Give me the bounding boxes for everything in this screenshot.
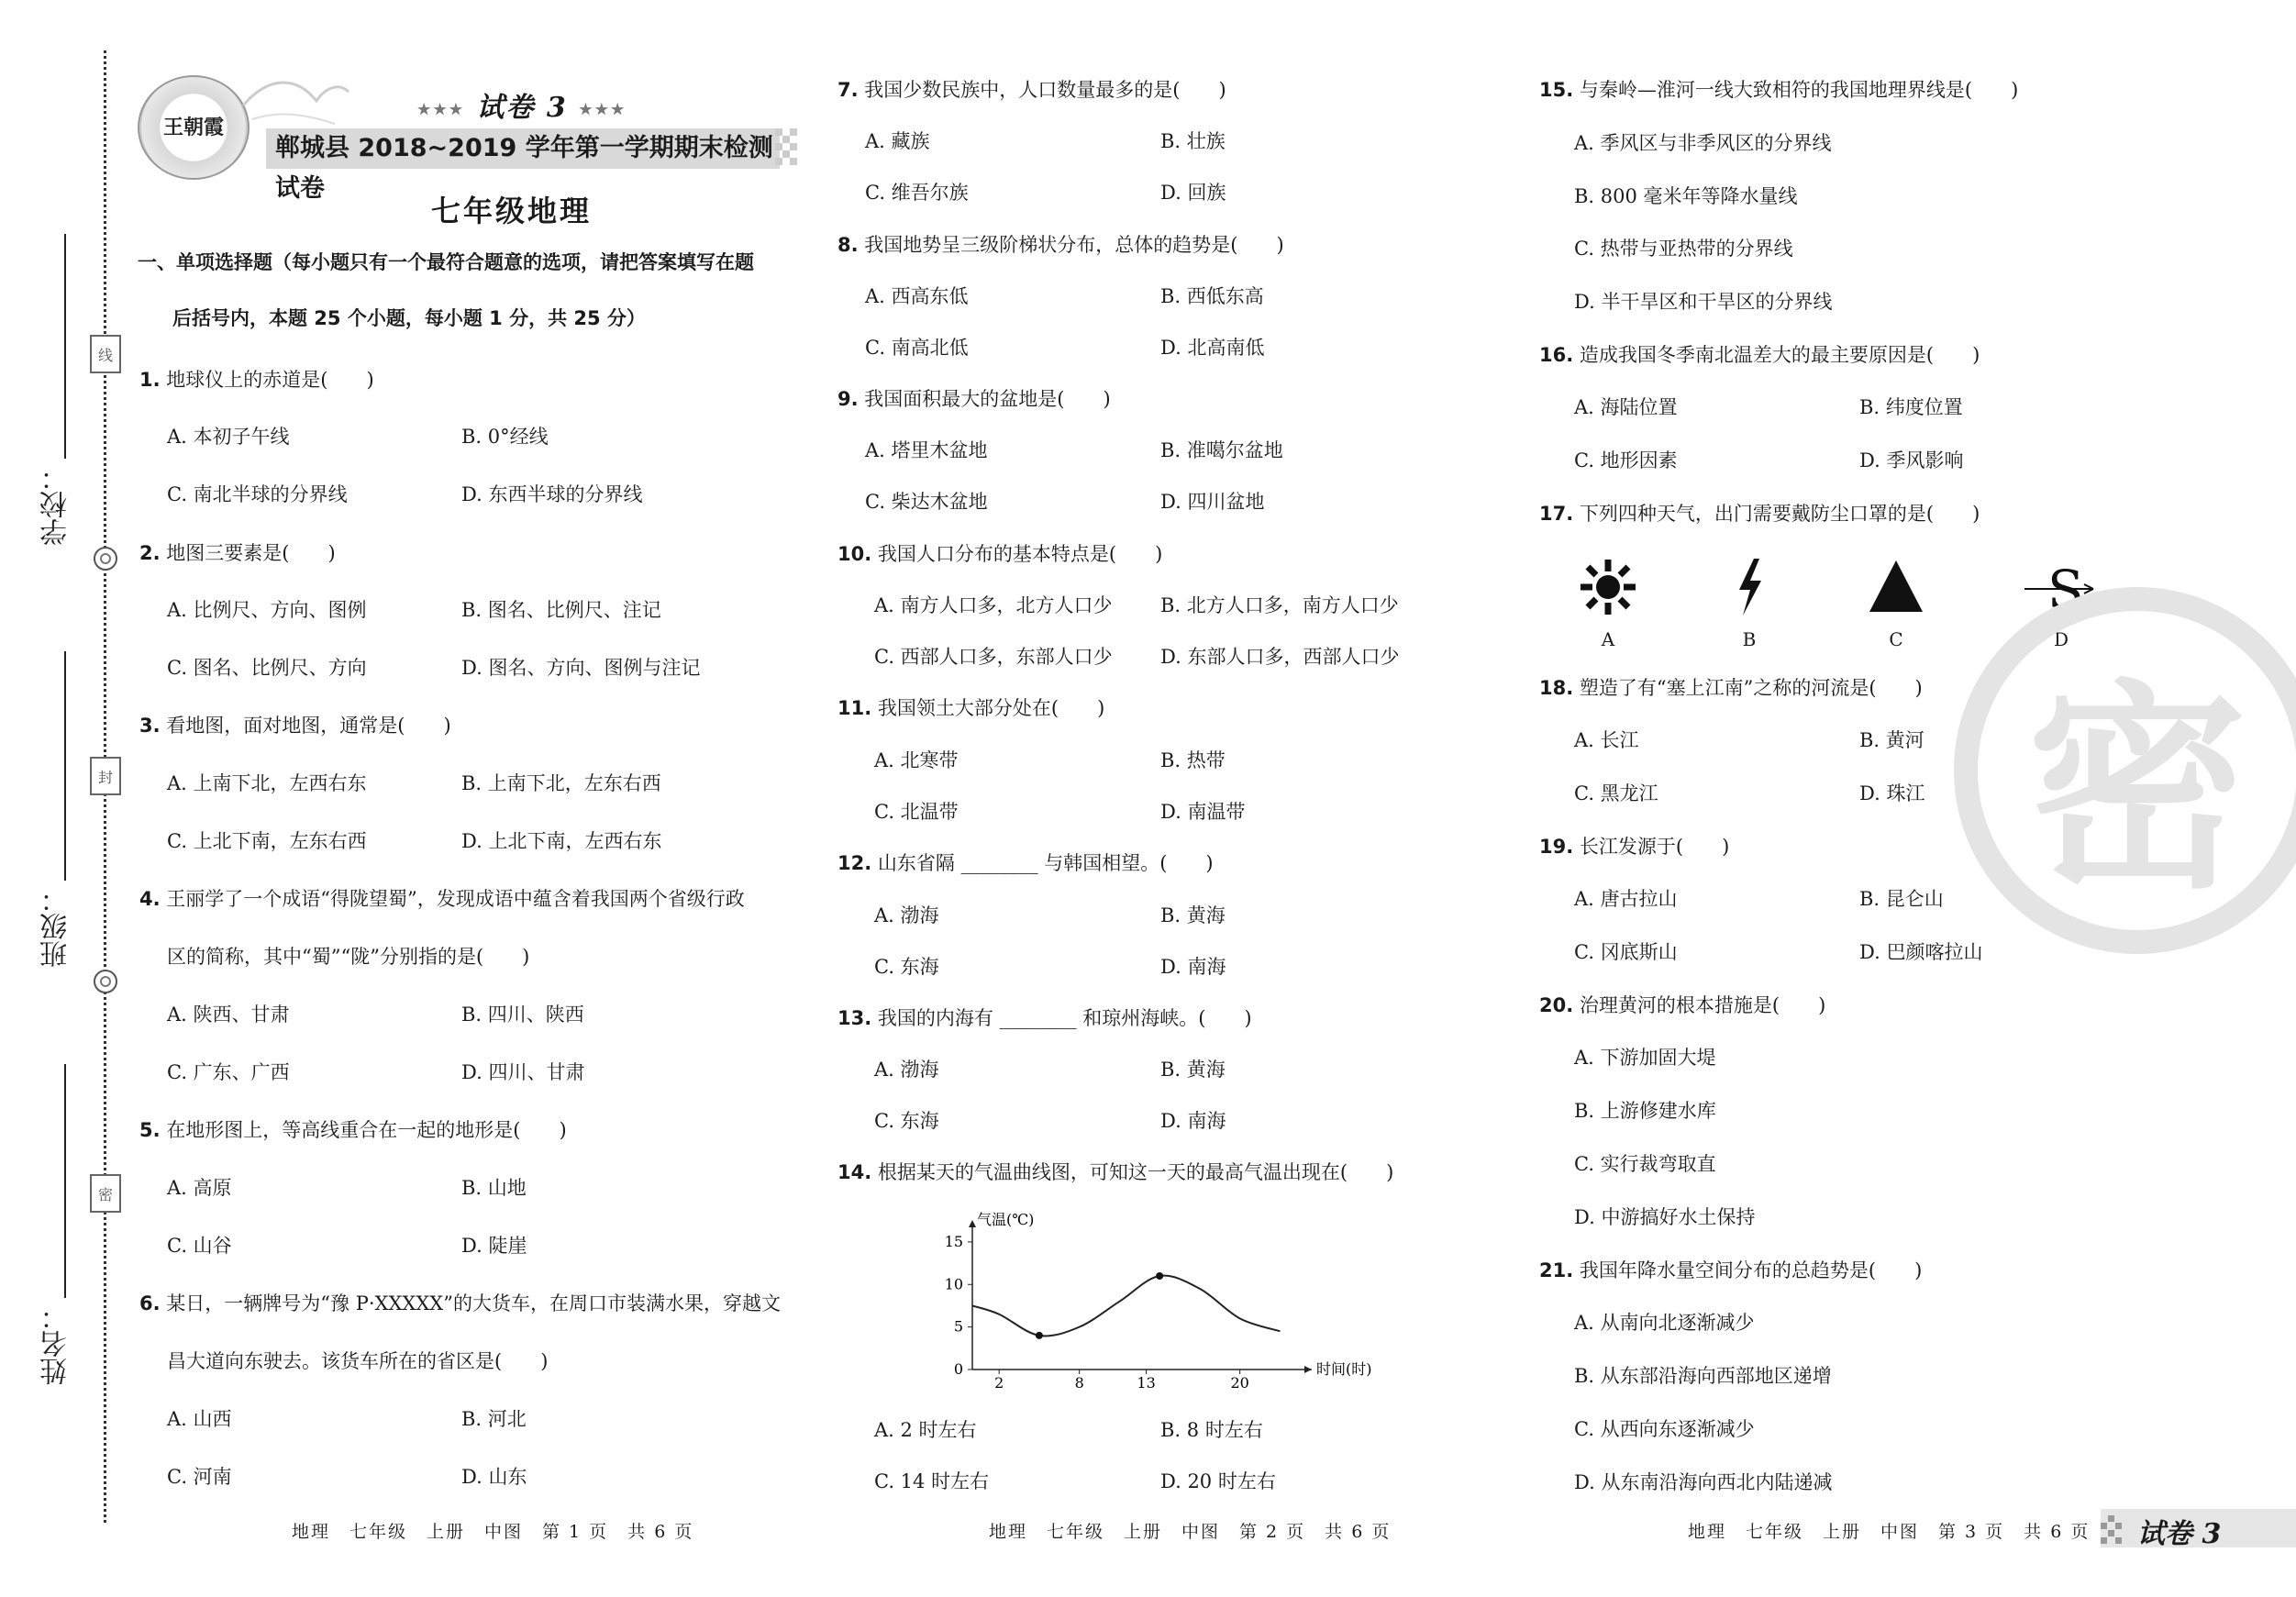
- question-10: [837, 541, 1162, 567]
- temperature-curve: [972, 1276, 1280, 1336]
- option-a[interactable]: A. 渤海: [874, 904, 939, 926]
- question-2: [139, 540, 336, 566]
- question-number: 9.: [837, 388, 859, 410]
- question-number: 5.: [139, 1119, 161, 1141]
- option-b[interactable]: B. 8 时左右: [1160, 1419, 1263, 1441]
- question-8: [837, 232, 1284, 258]
- option-c[interactable]: C. 西部人口多，东部人口少: [874, 646, 1113, 668]
- option-b[interactable]: B. 黄海: [1160, 904, 1226, 926]
- question-text: 我国少数民族中，人口数量最多的是( ): [864, 79, 1226, 101]
- option-d[interactable]: D. 回族: [1160, 182, 1226, 204]
- option-c[interactable]: C. 黑龙江: [1574, 782, 1658, 804]
- question-3: [139, 713, 451, 738]
- question-14: [837, 1159, 1393, 1185]
- paper-tag-text: 试卷 3: [476, 92, 568, 124]
- stars-decoration-icon: ★★★: [579, 100, 627, 118]
- option-b[interactable]: B. 西低东高: [1160, 285, 1264, 307]
- page-footer-3: 地理 七年级 上册 中图 第 3 页 共 6 页: [1688, 1522, 2091, 1542]
- data-point: [1156, 1272, 1163, 1280]
- option-b[interactable]: B. 壮族: [1160, 130, 1226, 152]
- option-d[interactable]: D. 四川盆地: [1160, 491, 1265, 513]
- question-text: 我国人口分布的基本特点是( ): [877, 543, 1163, 565]
- name-label: 姓名：: [40, 1303, 72, 1385]
- school-label: 学校：: [40, 463, 72, 546]
- y-axis-arrow: [969, 1220, 976, 1227]
- option-d[interactable]: D. 巴颜喀拉山: [1859, 941, 1983, 963]
- question-number: 11.: [837, 697, 872, 719]
- option-a[interactable]: A. 长江: [1574, 729, 1639, 751]
- question-text: 下列四种天气，出门需要戴防尘口罩的是( ): [1579, 503, 1980, 525]
- question-number: 15.: [1539, 79, 1574, 101]
- option-c[interactable]: C. 冈底斯山: [1574, 941, 1678, 963]
- knot-icon: [94, 970, 117, 993]
- weather-option-a[interactable]: [1567, 555, 1649, 650]
- option-d[interactable]: D. 陡崖: [461, 1235, 527, 1257]
- stars-decoration-icon: ★★★: [417, 100, 466, 118]
- option-a[interactable]: A. 比例尺、方向、图例: [167, 599, 367, 621]
- option-a[interactable]: A. 藏族: [865, 130, 930, 152]
- question-text: 山东省隔 ________ 与韩国相望。( ): [877, 852, 1214, 874]
- option-d[interactable]: D. 珠江: [1859, 782, 1925, 804]
- x-tick-label: 13: [1137, 1374, 1156, 1392]
- question-number: 7.: [837, 79, 859, 101]
- question-6-line2: 昌大道向东驶去。该货车所在的省区是( ): [167, 1350, 549, 1372]
- logo-text: 王朝霞: [162, 116, 224, 139]
- x-tick-label: 20: [1230, 1374, 1249, 1392]
- question-20: [1539, 993, 1825, 1018]
- option-c[interactable]: C. 东海: [874, 956, 939, 978]
- option-b[interactable]: B. 热带: [1160, 749, 1226, 771]
- question-text: 造成我国冬季南北温差大的最主要原因是( ): [1579, 344, 1980, 366]
- option-d[interactable]: D. 东西半球的分界线: [461, 483, 643, 505]
- weather-label: D: [2053, 628, 2069, 650]
- paper-tag-bottom: 试卷 3: [2137, 1518, 2222, 1550]
- question-text: 长江发源于( ): [1579, 836, 1730, 858]
- question-18: [1539, 675, 1923, 701]
- option-b[interactable]: B. 北方人口多，南方人口少: [1160, 594, 1399, 616]
- question-19: [1539, 834, 1729, 859]
- option-d[interactable]: D. 20 时左右: [1160, 1470, 1276, 1492]
- chart-ticks: [945, 1233, 1249, 1392]
- option-b[interactable]: B. 800 毫米年等降水量线: [1574, 185, 1798, 207]
- question-9: [837, 386, 1111, 412]
- option-d[interactable]: D. 北高南低: [1160, 337, 1265, 359]
- question-number: 8.: [837, 234, 859, 256]
- data-point: [1036, 1332, 1043, 1339]
- option-a[interactable]: A. 下游加固大堤: [1574, 1047, 1716, 1069]
- option-b[interactable]: B. 上游修建水库: [1574, 1100, 1716, 1122]
- question-number: 20.: [1539, 994, 1574, 1016]
- option-b[interactable]: B. 山地: [461, 1177, 527, 1199]
- option-a[interactable]: A. 陕西、甘肃: [167, 1004, 290, 1026]
- option-d[interactable]: D. 南海: [1160, 956, 1226, 978]
- checker-decoration-icon: [2101, 1515, 2130, 1545]
- option-b[interactable]: B. 河北: [461, 1408, 527, 1430]
- option-a[interactable]: A. 山西: [167, 1408, 232, 1430]
- question-number: 1.: [139, 369, 161, 391]
- question-text: 看地图，面对地图，通常是( ): [166, 715, 451, 737]
- class-blank-line: [64, 651, 66, 881]
- y-axis-label: 气温(℃): [977, 1211, 1035, 1228]
- question-number: 18.: [1539, 677, 1574, 699]
- question-text: 治理黄河的根本措施是( ): [1579, 994, 1826, 1016]
- seal-char-seal: 封: [90, 757, 121, 795]
- question-text: 我国的内海有 ________ 和琼州海峡。( ): [877, 1007, 1252, 1029]
- question-text: 某日，一辆牌号为“豫 P·XXXXX”的大货车，在周口市装满水果，穿越文: [166, 1292, 781, 1314]
- question-5: [139, 1117, 567, 1143]
- option-c[interactable]: C. 从西向东逐渐减少: [1574, 1418, 1755, 1440]
- option-d[interactable]: D. 季风影响: [1859, 449, 1964, 471]
- option-c[interactable]: C. 地形因素: [1574, 449, 1678, 471]
- question-7: [837, 77, 1226, 103]
- question-21: [1539, 1258, 1922, 1283]
- question-13: [837, 1005, 1252, 1031]
- weather-label: B: [1742, 628, 1757, 650]
- paper-tag: [417, 84, 627, 125]
- question-number: 3.: [139, 715, 161, 737]
- option-b[interactable]: B. 黄河: [1859, 729, 1924, 751]
- subject-title: 七年级地理: [431, 194, 593, 228]
- question-text: 王丽学了一个成语“得陇望蜀”，发现成语中蕴含着我国两个省级行政: [166, 888, 745, 910]
- question-text: 我国年降水量空间分布的总趋势是( ): [1579, 1259, 1923, 1281]
- question-number: 21.: [1539, 1259, 1574, 1281]
- question-number: 17.: [1539, 503, 1574, 525]
- question-text: 我国面积最大的盆地是( ): [864, 388, 1111, 410]
- option-c[interactable]: C. 东海: [874, 1110, 939, 1132]
- y-tick-label: 10: [945, 1275, 963, 1293]
- ribbon-decoration-icon: [234, 69, 353, 133]
- option-c[interactable]: C. 南高北低: [865, 337, 969, 359]
- option-a[interactable]: A. 南方人口多，北方人口少: [874, 594, 1113, 616]
- school-blank-line: [64, 234, 66, 459]
- option-b[interactable]: B. 昆仑山: [1859, 888, 1944, 910]
- option-c[interactable]: C. 维吾尔族: [865, 182, 969, 204]
- option-c[interactable]: C. 北温带: [874, 801, 959, 823]
- name-blank-line: [64, 1064, 66, 1298]
- question-number: 10.: [837, 543, 872, 565]
- option-c[interactable]: C. 柴达木盆地: [865, 491, 988, 513]
- section-title-line2: 后括号内，本题 25 个小题，每小题 1 分，共 25 分）: [172, 307, 646, 329]
- option-c[interactable]: C. 热带与亚热带的分界线: [1574, 238, 1793, 260]
- question-16: [1539, 342, 1980, 368]
- option-a[interactable]: A. 海陆位置: [1574, 396, 1678, 418]
- option-a[interactable]: A. 唐古拉山: [1574, 888, 1678, 910]
- question-text: 与秦岭—淮河一线大致相符的我国地理界线是( ): [1579, 79, 2019, 101]
- question-text: 根据某天的气温曲线图，可知这一天的最高气温出现在( ): [877, 1161, 1394, 1183]
- question-text: 地球仪上的赤道是( ): [166, 369, 374, 391]
- section-title-line1: 一、单项选择题（每小题只有一个最符合题意的选项，请把答案填写在题: [138, 251, 754, 273]
- question-number: 16.: [1539, 344, 1574, 366]
- option-b[interactable]: B. 从东部沿海向西部地区递增: [1574, 1365, 1832, 1387]
- option-c[interactable]: C. 南北半球的分界线: [167, 483, 348, 505]
- y-tick-label: 0: [953, 1360, 963, 1378]
- question-number: 19.: [1539, 836, 1574, 858]
- option-d[interactable]: D. 半干旱区和干旱区的分界线: [1574, 291, 1833, 313]
- option-c[interactable]: C. 上北下南，左东右西: [167, 830, 367, 852]
- option-d[interactable]: D. 上北下南，左西右东: [461, 830, 662, 852]
- knot-icon: [94, 547, 117, 571]
- option-c[interactable]: C. 广东、广西: [167, 1061, 290, 1083]
- option-c[interactable]: C. 山谷: [167, 1235, 232, 1257]
- seal-char-secret: 密: [90, 1174, 121, 1213]
- option-c[interactable]: C. 实行裁弯取直: [1574, 1153, 1716, 1175]
- question-number: 13.: [837, 1007, 872, 1029]
- option-a[interactable]: A. 高原: [167, 1177, 232, 1199]
- page-footer-2: 地理 七年级 上册 中图 第 2 页 共 6 页: [989, 1522, 1392, 1542]
- question-17: [1539, 501, 1980, 527]
- option-a[interactable]: A. 塔里木盆地: [865, 439, 988, 461]
- weather-label: C: [1889, 628, 1903, 650]
- option-c[interactable]: C. 河南: [167, 1466, 232, 1488]
- option-a[interactable]: A. 2 时左右: [874, 1419, 977, 1441]
- exam-title: 郸城县 2018~2019 学年第一学期期末检测试卷: [266, 128, 780, 169]
- option-b[interactable]: B. 纬度位置: [1859, 396, 1963, 418]
- option-b[interactable]: B. 黄海: [1160, 1059, 1226, 1081]
- option-c[interactable]: C. 14 时左右: [874, 1470, 990, 1492]
- question-12: [837, 850, 1214, 876]
- option-d[interactable]: D. 山东: [461, 1466, 527, 1488]
- y-tick-label: 15: [945, 1232, 963, 1250]
- question-15: [1539, 77, 2018, 103]
- secret-watermark: 密: [1954, 587, 2296, 954]
- option-a[interactable]: A. 渤海: [874, 1059, 939, 1081]
- question-4: [139, 886, 745, 912]
- option-d[interactable]: D. 南温带: [1160, 801, 1246, 823]
- question-number: 12.: [837, 852, 872, 874]
- option-b[interactable]: B. 0°经线: [461, 426, 549, 448]
- option-d[interactable]: D. 中游搞好水土保持: [1574, 1206, 1756, 1228]
- option-a[interactable]: A. 季风区与非季风区的分界线: [1574, 132, 1832, 154]
- checker-decoration-icon: [775, 128, 803, 169]
- question-text: 在地形图上，等高线重合在一起的地形是( ): [166, 1119, 567, 1141]
- binding-margin: [0, 0, 128, 1597]
- temperature-chart: [945, 1202, 1403, 1399]
- question-text: 地图三要素是( ): [166, 542, 336, 564]
- option-d[interactable]: D. 南海: [1160, 1110, 1226, 1132]
- publisher-logo: [138, 75, 250, 180]
- question-1: [139, 367, 374, 393]
- weather-option-b[interactable]: [1708, 555, 1791, 650]
- lightning-icon: [1717, 555, 1781, 619]
- option-a[interactable]: A. 上南下北，左西右东: [167, 772, 367, 794]
- question-6: [139, 1291, 781, 1316]
- x-axis-arrow: [1304, 1366, 1312, 1373]
- weather-option-c[interactable]: [1855, 555, 1937, 650]
- question-number: 14.: [837, 1161, 872, 1183]
- triangle-weather-icon: [1864, 555, 1928, 619]
- y-tick-label: 5: [953, 1317, 963, 1336]
- option-b[interactable]: B. 上南下北，左东右西: [461, 772, 661, 794]
- question-number: 6.: [139, 1292, 161, 1314]
- sunny-weather-icon: [1576, 555, 1640, 619]
- option-d[interactable]: D. 从东南沿海向西北内陆递减: [1574, 1471, 1833, 1493]
- weather-label: A: [1601, 628, 1615, 650]
- option-d[interactable]: D. 图名、方向、图例与注记: [461, 657, 701, 679]
- option-b[interactable]: B. 四川、陕西: [461, 1004, 584, 1026]
- option-b[interactable]: B. 准噶尔盆地: [1160, 439, 1283, 461]
- x-axis-label: 时间(时): [1316, 1360, 1372, 1378]
- question-number: 2.: [139, 542, 161, 564]
- question-text: 我国地势呈三级阶梯状分布，总体的趋势是( ): [864, 234, 1284, 256]
- question-4-line2: 区的简称，其中“蜀”“陇”分别指的是( ): [167, 946, 530, 968]
- question-text: 塑造了有“塞上江南”之称的河流是( ): [1579, 677, 1923, 699]
- x-tick-label: 8: [1074, 1374, 1084, 1392]
- seal-char-line: 线: [90, 335, 121, 373]
- question-text: 我国领土大部分处在( ): [877, 697, 1105, 719]
- x-tick-label: 2: [994, 1374, 1004, 1392]
- option-a[interactable]: A. 本初子午线: [167, 426, 290, 448]
- class-label: 班级：: [40, 885, 72, 968]
- page-footer-1: 地理 七年级 上册 中图 第 1 页 共 6 页: [292, 1522, 694, 1542]
- question-11: [837, 695, 1104, 721]
- option-d[interactable]: D. 四川、甘肃: [461, 1061, 585, 1083]
- option-a[interactable]: A. 北寒带: [874, 749, 959, 771]
- svg-text:S: S: [2047, 559, 2084, 619]
- chart-axes: [969, 1220, 1312, 1373]
- question-number: 4.: [139, 888, 161, 910]
- option-a[interactable]: A. 从南向北逐渐减少: [1574, 1312, 1755, 1334]
- option-d[interactable]: D. 东部人口多，西部人口少: [1160, 646, 1400, 668]
- option-c[interactable]: C. 图名、比例尺、方向: [167, 657, 367, 679]
- option-a[interactable]: A. 西高东低: [865, 285, 969, 307]
- option-b[interactable]: B. 图名、比例尺、注记: [461, 599, 661, 621]
